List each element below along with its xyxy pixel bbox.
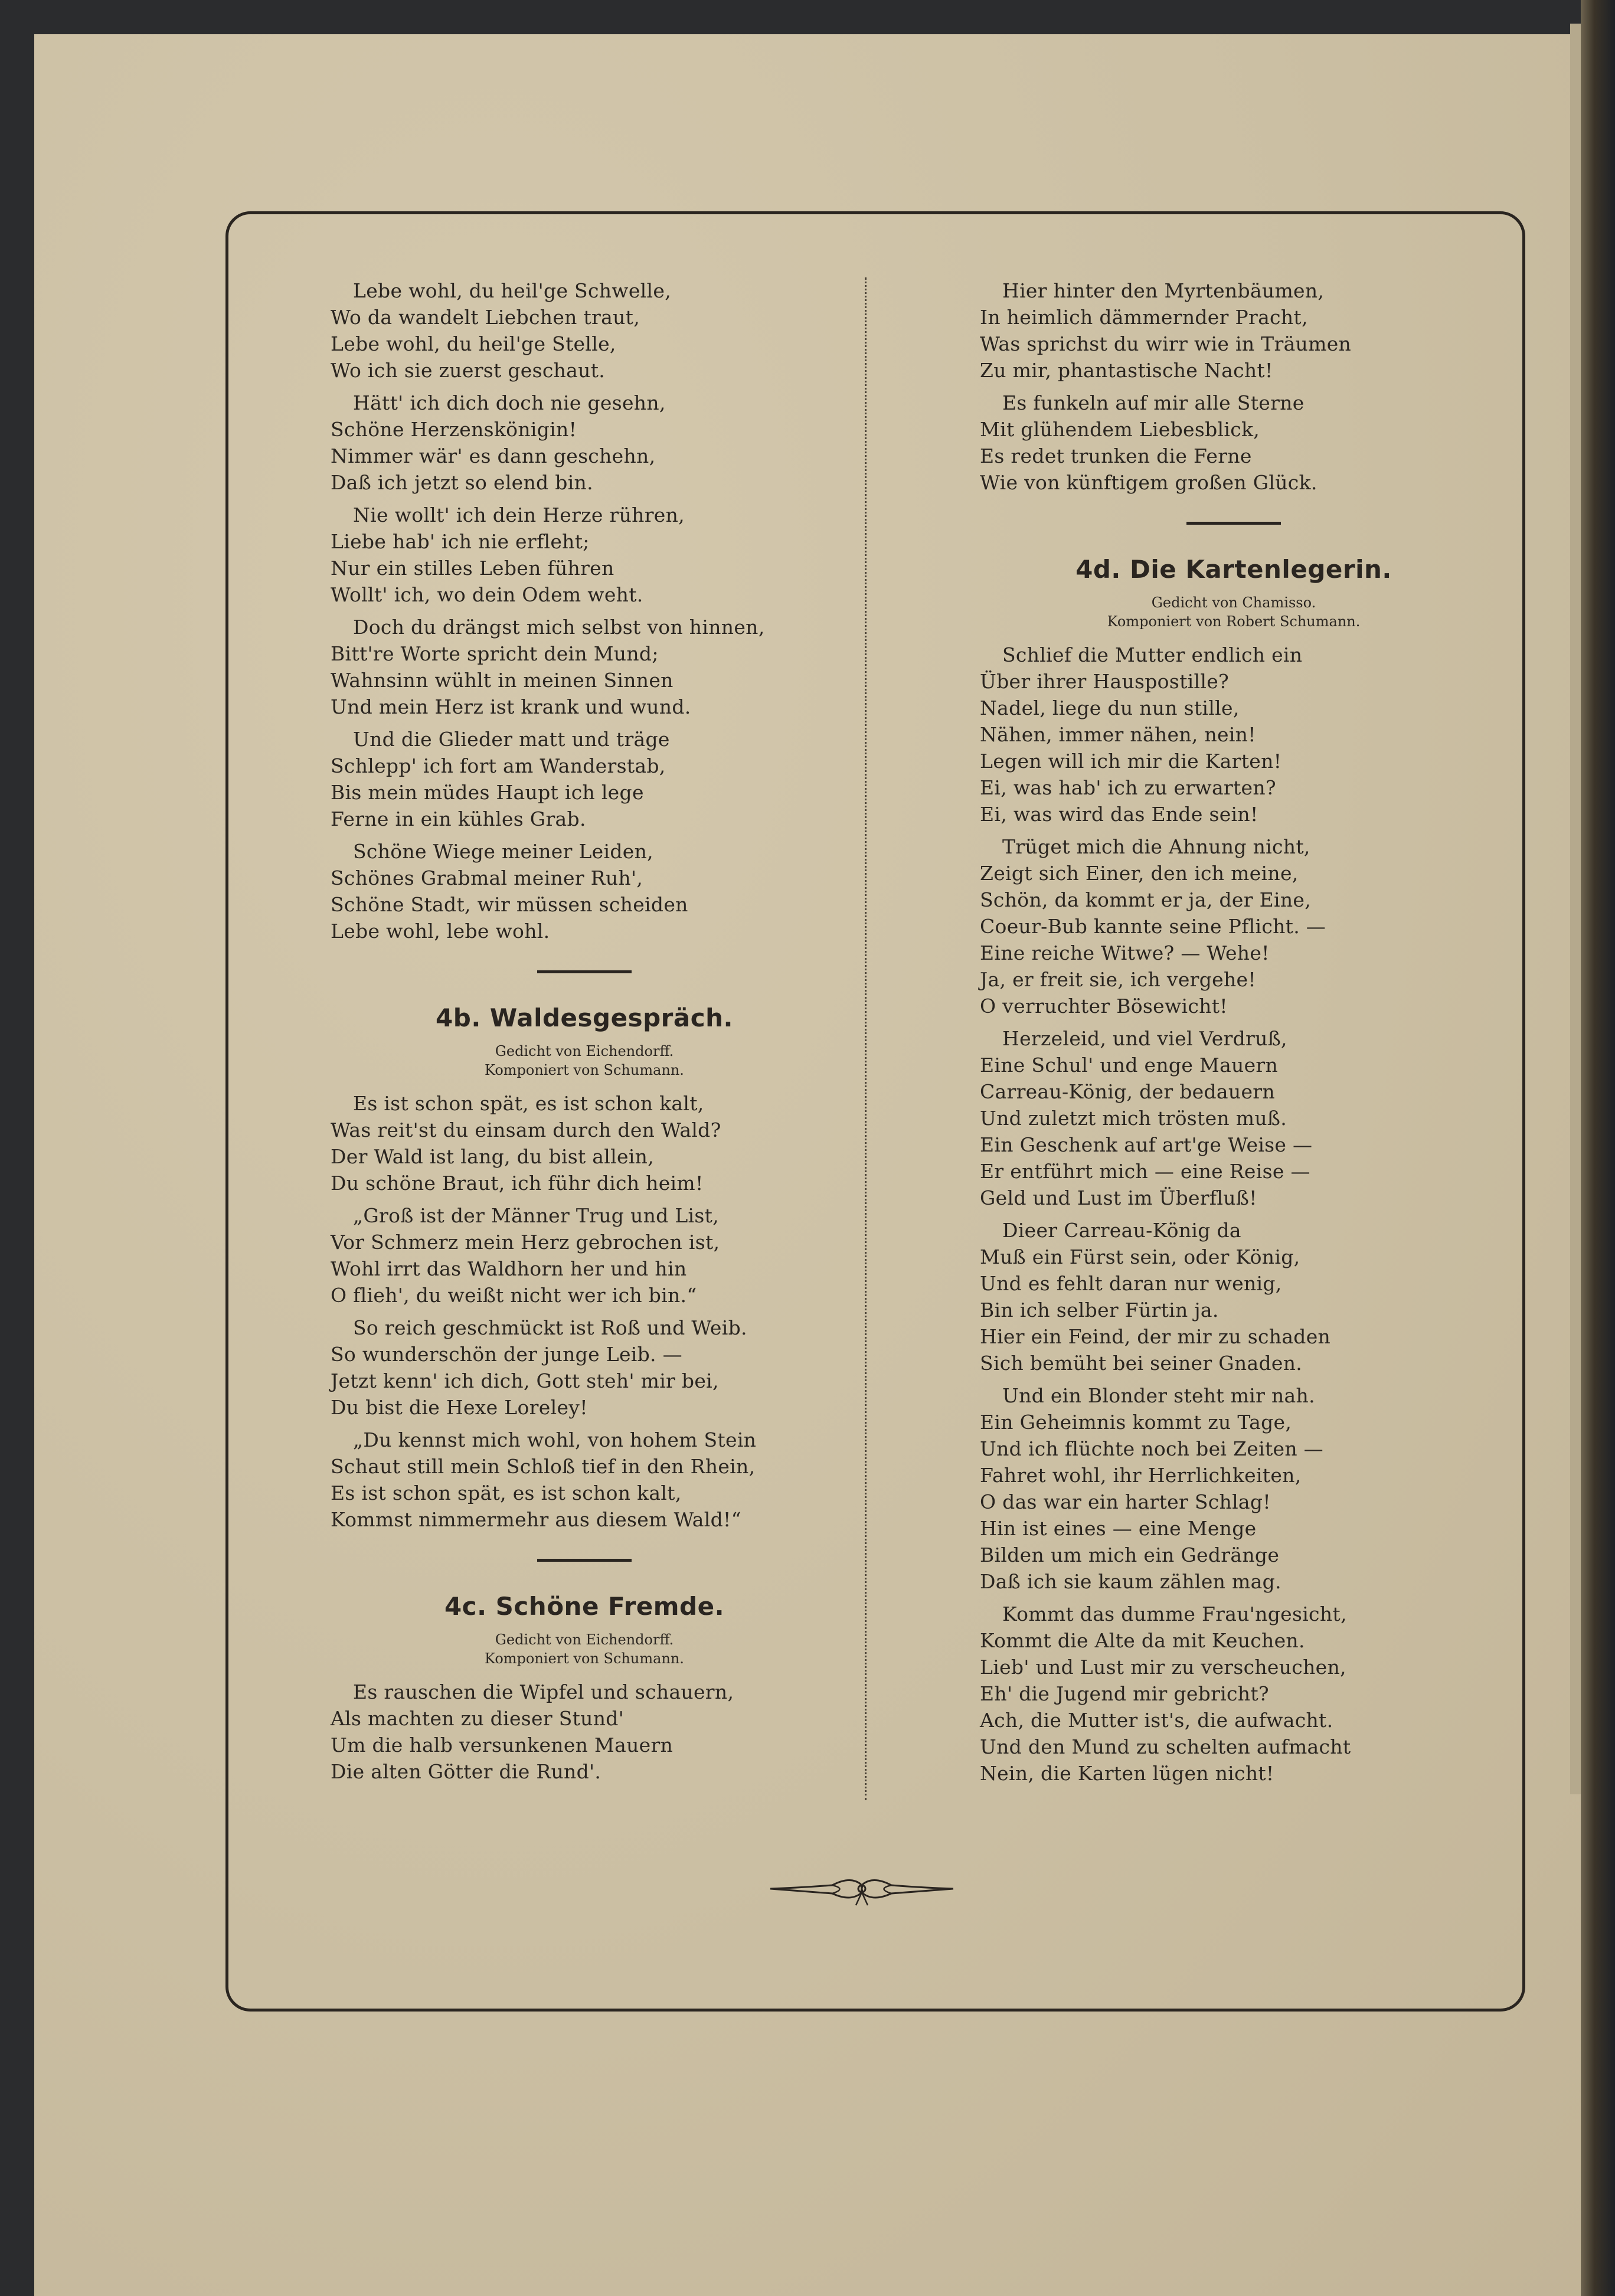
section-heading: 4c. Schöne Fremde. <box>444 1592 725 1621</box>
verse-line: Ein Geheimnis kommt zu Tage, <box>980 1411 1292 1434</box>
verse-line: Eine reiche Witwe? — Wehe! <box>980 941 1270 964</box>
section-rule <box>537 970 632 973</box>
verse-line: Und ich flüchte noch bei Zeiten — <box>980 1437 1323 1460</box>
verse-line: „Du kennst mich wohl, von hohem Stein <box>353 1428 757 1451</box>
verse-line: Lieb' und Lust mir zu verscheuchen, <box>980 1656 1346 1679</box>
bow-ornament-icon <box>767 1871 956 1906</box>
section-4d <box>980 553 1488 1787</box>
verse-line: Es ist schon spät, es ist schon kalt, <box>331 1481 682 1504</box>
verse-line: Wo ich sie zuerst geschaut. <box>331 359 606 382</box>
stanza <box>331 1679 838 1785</box>
verse-line: Fahret wohl, ihr Herrlichkeiten, <box>980 1464 1302 1487</box>
verse-line: Nadel, liege du nun stille, <box>980 696 1240 719</box>
verse-line: Schöne Herzenskönigin! <box>331 418 577 441</box>
verse-line: Ei, was wird das Ende sein! <box>980 803 1258 826</box>
verse-line: Sich bemüht bei seiner Gnaden. <box>980 1352 1303 1375</box>
verse-line: Schöne Stadt, wir müssen scheiden <box>331 893 688 916</box>
verse-line: Coeur-Bub kannte seine Pflicht. — <box>980 915 1326 938</box>
stanza <box>331 726 838 832</box>
verse-line: Mit glühendem Liebesblick, <box>980 418 1260 441</box>
section-4a-continuation <box>331 277 838 944</box>
verse-line: Daß ich sie kaum zählen mag. <box>980 1570 1281 1593</box>
verse-line: Nimmer wär' es dann geschehn, <box>331 444 656 467</box>
verse-line: Zeigt sich Einer, den ich meine, <box>980 862 1299 885</box>
verse-line: Und mein Herz ist krank und wund. <box>331 695 691 718</box>
stanza <box>980 1025 1488 1211</box>
section-credits <box>980 593 1488 631</box>
stanza <box>331 502 838 608</box>
composer-credit: Komponiert von Schumann. <box>485 1650 684 1667</box>
verse-line: Bin ich selber Fürtin ja. <box>980 1299 1219 1322</box>
verse-line: Schlief die Mutter endlich ein <box>1002 643 1303 666</box>
stanza <box>331 1090 838 1196</box>
verse-line: „Groß ist der Männer Trug und List, <box>353 1204 719 1227</box>
stanza <box>980 642 1488 828</box>
verse-line: Ei, was hab' ich zu erwarten? <box>980 776 1276 799</box>
stanza <box>980 833 1488 1019</box>
verse-line: Nähen, immer nähen, nein! <box>980 723 1256 746</box>
verse-line: Und es fehlt daran nur wenig, <box>980 1272 1282 1295</box>
verse-line: Es funkeln auf mir alle Sterne <box>1002 391 1305 414</box>
section-credits <box>331 1630 838 1668</box>
stanza <box>331 390 838 496</box>
verse-line: Geld und Lust im Überfluß! <box>980 1186 1257 1209</box>
stanza <box>331 838 838 944</box>
verse-line: Hin ist eines — eine Menge <box>980 1517 1257 1540</box>
verse-line: Liebe hab' ich nie erfleht; <box>331 530 590 553</box>
verse-line: Muß ein Fürst sein, oder König, <box>980 1245 1300 1268</box>
verse-line: Was reit'st du einsam durch den Wald? <box>331 1118 721 1142</box>
composer-credit: Komponiert von Schumann. <box>485 1062 684 1078</box>
verse-line: Schön, da kommt er ja, der Eine, <box>980 888 1312 911</box>
verse-line: O das war ein harter Schlag! <box>980 1490 1271 1513</box>
verse-line: Doch du drängst mich selbst von hinnen, <box>353 616 765 639</box>
verse-line: Und zuletzt mich trösten muß. <box>980 1107 1287 1130</box>
verse-line: Um die halb versunkenen Mauern <box>331 1734 674 1757</box>
verse-line: Jetzt kenn' ich dich, Gott steh' mir bei, <box>331 1369 719 1392</box>
verse-line: Wo da wandelt Liebchen traut, <box>331 306 640 329</box>
verse-line: Schönes Grabmal meiner Ruh', <box>331 866 643 889</box>
verse-line: Kommst nimmermehr aus diesem Wald!“ <box>331 1508 741 1531</box>
verse-line: Nur ein stilles Leben führen <box>331 557 614 580</box>
poet-credit: Gedicht von Eichendorff. <box>495 1631 674 1648</box>
poet-credit: Gedicht von Eichendorff. <box>495 1043 674 1059</box>
section-4b <box>331 1002 838 1533</box>
verse-line: Kommt das dumme Frau'ngesicht, <box>1002 1602 1347 1625</box>
verse-line: Es redet trunken die Ferne <box>980 444 1252 467</box>
verse-line: O verruchter Bösewicht! <box>980 995 1228 1018</box>
verse-line: Schlepp' ich fort am Wanderstab, <box>331 754 666 777</box>
section-heading: 4d. Die Kartenlegerin. <box>1075 555 1392 584</box>
verse-line: Und den Mund zu schelten aufmacht <box>980 1735 1351 1758</box>
verse-line: Er entführt mich — eine Reise — <box>980 1160 1310 1183</box>
verse-line: Eh' die Jugend mir gebricht? <box>980 1682 1269 1705</box>
poet-credit: Gedicht von Chamisso. <box>1151 594 1316 611</box>
verse-line: Schöne Wiege meiner Leiden, <box>353 840 653 863</box>
verse-line: So wunderschön der junge Leib. — <box>331 1343 682 1366</box>
verse-line: Es ist schon spät, es ist schon kalt, <box>353 1092 704 1115</box>
verse-line: Nein, die Karten lügen nicht! <box>980 1762 1274 1785</box>
verse-line: Bis mein müdes Haupt ich lege <box>331 781 644 804</box>
verse-line: Die alten Götter die Rund'. <box>331 1760 601 1783</box>
left-column <box>331 277 838 1791</box>
verse-line: Du schöne Braut, ich führ dich heim! <box>331 1172 704 1195</box>
page-edge-shadow <box>1581 0 1615 2296</box>
verse-line: Wie von künftigem großen Glück. <box>980 471 1318 494</box>
verse-line: Und ein Blonder steht mir nah. <box>1002 1384 1315 1407</box>
verse-line: Kommt die Alte da mit Keuchen. <box>980 1629 1305 1652</box>
section-credits <box>331 1042 838 1080</box>
verse-line: Schaut still mein Schloß tief in den Rhein, <box>331 1455 756 1478</box>
verse-line: Bilden um mich ein Gedränge <box>980 1543 1280 1566</box>
verse-line: Lebe wohl, lebe wohl. <box>331 920 550 943</box>
verse-line: Hätt' ich dich doch nie gesehn, <box>353 391 666 414</box>
verse-line: Carreau-König, der bedauern <box>980 1080 1275 1103</box>
verse-line: Ferne in ein kühles Grab. <box>331 807 586 830</box>
stanza <box>980 277 1488 384</box>
verse-line: Lebe wohl, du heil'ge Schwelle, <box>353 279 672 302</box>
verse-line: Eine Schul' und enge Mauern <box>980 1054 1279 1077</box>
verse-line: Hier hinter den Myrtenbäumen, <box>1002 279 1325 302</box>
verse-line: So reich geschmückt ist Roß und Weib. <box>353 1316 747 1339</box>
verse-line: Du bist die Hexe Loreley! <box>331 1396 588 1419</box>
stanza <box>331 1202 838 1309</box>
stanza <box>980 390 1488 496</box>
stanza <box>331 614 838 720</box>
verse-line: Und die Glieder matt und träge <box>353 728 670 751</box>
section-rule <box>1186 522 1281 525</box>
verse-line: Der Wald ist lang, du bist allein, <box>331 1145 655 1168</box>
verse-line: Wollt' ich, wo dein Odem weht. <box>331 583 643 606</box>
verse-line: Als machten zu dieser Stund' <box>331 1707 625 1730</box>
stanza <box>980 1382 1488 1595</box>
verse-line: In heimlich dämmernder Pracht, <box>980 306 1308 329</box>
stanza <box>980 1601 1488 1787</box>
verse-line: Ein Geschenk auf art'ge Weise — <box>980 1133 1313 1156</box>
verse-line: Über ihrer Hauspostille? <box>980 670 1230 693</box>
verse-line: Hier ein Feind, der mir zu schaden <box>980 1325 1331 1348</box>
verse-line: Herzeleid, und viel Verdruß, <box>1002 1027 1287 1050</box>
verse-line: Wohl irrt das Waldhorn her und hin <box>331 1257 687 1280</box>
verse-line: Dieer Carreau-König da <box>1002 1219 1241 1242</box>
verse-line: Vor Schmerz mein Herz gebrochen ist, <box>331 1231 720 1254</box>
stanza <box>331 1427 838 1533</box>
stanza <box>331 1314 838 1421</box>
verse-line: Was sprichst du wirr wie in Träumen <box>980 332 1352 355</box>
verse-line: Trüget mich die Ahnung nicht, <box>1002 835 1310 858</box>
verse-line: Zu mir, phantastische Nacht! <box>980 359 1273 382</box>
column-divider <box>865 277 874 1800</box>
section-4c <box>331 1590 838 1785</box>
section-heading: 4b. Waldesgespräch. <box>436 1003 733 1032</box>
verse-line: Bitt're Worte spricht dein Mund; <box>331 642 659 665</box>
verse-line: Nie wollt' ich dein Herze rühren, <box>353 503 685 526</box>
verse-line: Ja, er freit sie, ich vergehe! <box>980 968 1256 991</box>
verse-line: Wahnsinn wühlt in meinen Sinnen <box>331 669 674 692</box>
verse-line: Daß ich jetzt so elend bin. <box>331 471 593 494</box>
section-4c-continuation <box>980 277 1488 496</box>
right-column <box>980 277 1488 1793</box>
stanza <box>331 277 838 384</box>
verse-line: Lebe wohl, du heil'ge Stelle, <box>331 332 616 355</box>
section-rule <box>537 1559 632 1562</box>
stanza <box>980 1217 1488 1376</box>
verse-line: Ach, die Mutter ist's, die aufwacht. <box>980 1709 1333 1732</box>
verse-line: Legen will ich mir die Karten! <box>980 750 1282 773</box>
composer-credit: Komponiert von Robert Schumann. <box>1107 613 1361 630</box>
verse-line: O flieh', du weißt nicht wer ich bin.“ <box>331 1284 697 1307</box>
verse-line: Es rauschen die Wipfel und schauern, <box>353 1680 734 1703</box>
